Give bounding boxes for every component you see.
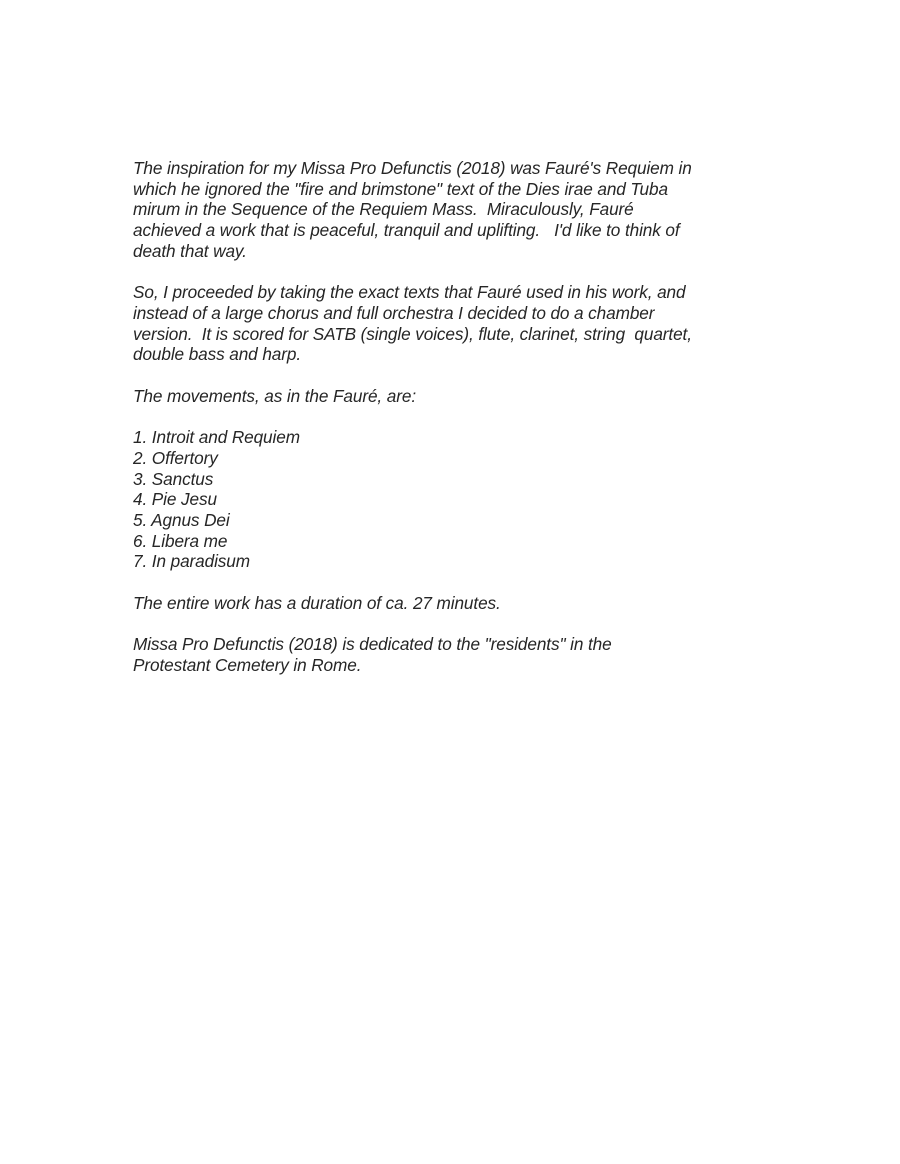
text-line: mirum in the Sequence of the Requiem Mass. Miraculously, Fauré: [133, 199, 634, 220]
text-line: instead of a large chorus and full orchestra I decided to do a chamber: [133, 302, 655, 323]
list-item: 1. Introit and Requiem: [133, 427, 300, 448]
text-line: double bass and harp.: [133, 344, 301, 365]
list-item: 7. In paradisum: [133, 551, 250, 572]
paragraph-dedication: [133, 634, 753, 675]
list-item: 4. Pie Jesu: [133, 489, 217, 510]
list-item: 3. Sanctus: [133, 468, 214, 489]
text-line: Protestant Cemetery in Rome.: [133, 654, 362, 675]
text-line: version. It is scored for SATB (single voices), flute, clarinet, string quartet,: [133, 323, 692, 344]
text-line: The inspiration for my Missa Pro Defunctis (2018) was Fauré's Requiem in: [133, 158, 692, 178]
movements-intro: [133, 386, 753, 407]
list-item: 2. Offertory: [133, 447, 218, 468]
text-line: achieved a work that is peaceful, tranquil and uplifting. I'd like to think of: [133, 220, 680, 241]
paragraph-inspiration: [133, 158, 753, 262]
document-page: [133, 158, 753, 696]
list-item: 5. Agnus Dei: [133, 509, 230, 530]
list-item: 6. Libera me: [133, 530, 228, 551]
movements-list: [133, 427, 753, 572]
text-line: The movements, as in the Fauré, are:: [133, 385, 416, 406]
text-line: which he ignored the "fire and brimstone" text of the Dies irae and Tuba: [133, 178, 668, 199]
text-line: Missa Pro Defunctis (2018) is dedicated to the "residents" in the: [133, 634, 612, 655]
text-line: So, I proceeded by taking the exact texts that Fauré used in his work, and: [133, 282, 686, 303]
text-line: death that way.: [133, 240, 247, 261]
paragraph-duration: [133, 593, 753, 614]
text-line: The entire work has a duration of ca. 27 minutes.: [133, 592, 501, 613]
paragraph-scoring: [133, 282, 753, 365]
